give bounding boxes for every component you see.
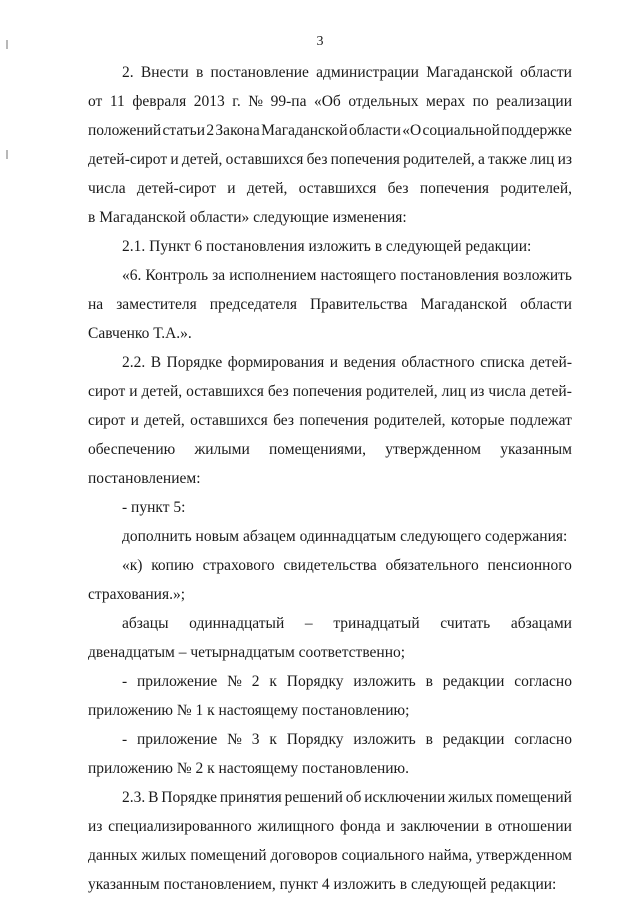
scan-artifact-mark [6,40,8,49]
renumber-line-2: двенадцатым – четырнадцатым соответственно; [88,644,406,661]
quote-6-line-1: «6. Контроль за исполнением настоящего постановления возложить [122,267,572,284]
appendix-3-line-2: приложению № 2 к настоящему постановлению. [88,760,409,777]
paragraph-2-line-6: в Магаданской области» следующие изменения: [88,209,407,226]
quote-k-line-2: страхования.»; [88,586,186,603]
paragraph-2-2-line-3: сирот и детей, оставшихся без попечения родителей, которые подлежат [88,412,572,429]
paragraph-2-line-3: положений статьи 2 Закона Магаданской области «О социальной поддержке [88,122,572,139]
paragraph-2-3-line-2: из специализированного жилищного фонда и заключении в отношении [88,818,572,835]
paragraph-2-2-line-2: сирот и детей, оставшихся без попечения родителей, лиц из числа детей- [88,383,572,400]
add-paragraph-line: дополнить новым абзацем одиннадцатым следующего содержания: [122,528,568,545]
renumber-line-1: абзацы одиннадцатый – тринадцатый считать абзацами [122,615,572,632]
appendix-2-line-1: - приложение № 2 к Порядку изложить в редакции согласно [122,673,572,690]
page-number: 3 [316,34,324,49]
paragraph-2-line-5: числа детей-сирот и детей, оставшихся без попечения родителей, [88,180,572,197]
appendix-2-line-2: приложению № 1 к настоящему постановлению; [88,702,410,719]
paragraph-2-2-line-5: постановлением: [88,470,201,487]
paragraph-2-3-line-1: 2.3. В Порядке принятия решений об исключении жилых помещений [122,789,572,806]
quote-6-line-3: Савченко Т.А.». [88,325,192,342]
quote-k-line-1: «к) копию страхового свидетельства обязательного пенсионного [122,557,572,574]
item-punkt-5: - пункт 5: [122,499,186,516]
quote-6-line-2: на заместителя председателя Правительства Магаданской области [88,296,572,313]
paragraph-2-2-line-4: обеспечению жилыми помещениями, утвержденном указанным [88,441,572,458]
paragraph-2-1-line-1: 2.1. Пункт 6 постановления изложить в следующей редакции: [122,238,532,255]
paragraph-2-2-line-1: 2.2. В Порядке формирования и ведения областного списка детей- [122,354,572,371]
paragraph-2-line-2: от 11 февраля 2013 г. № 99-па «Об отдельных мерах по реализации [88,93,572,110]
appendix-3-line-1: - приложение № 3 к Порядку изложить в редакции согласно [122,731,572,748]
paragraph-2-line-4: детей-сирот и детей, оставшихся без попечения родителей, а также лиц из [88,151,572,168]
paragraph-2-line-1: 2. Внести в постановление администрации Магаданской области [122,64,572,81]
scan-artifact-mark [6,150,8,159]
paragraph-2-3-line-3: данных жилых помещений договоров социального найма, утвержденном [88,847,572,864]
paragraph-2-3-line-4: указанным постановлением, пункт 4 изложить в следующей редакции: [88,876,557,893]
